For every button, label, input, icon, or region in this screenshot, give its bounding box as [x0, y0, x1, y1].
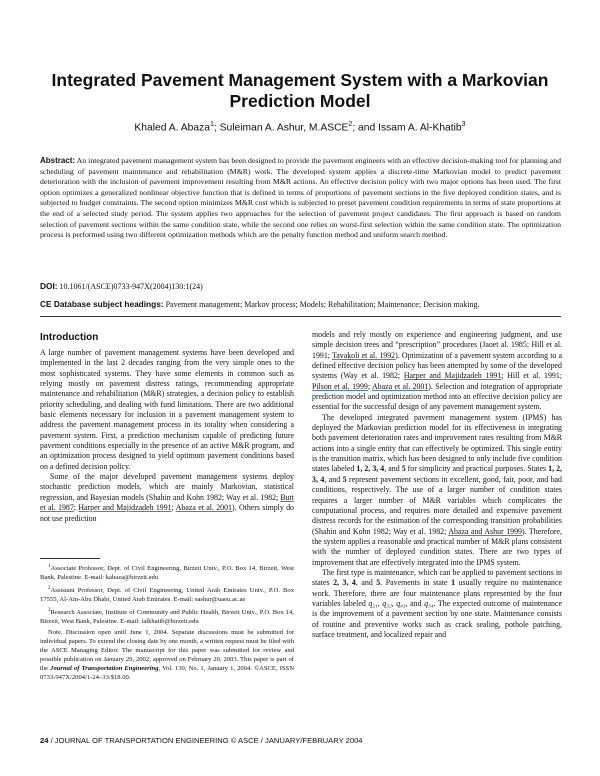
text-run: ; Hill et al. 1991;	[501, 371, 562, 381]
footnote	[40, 585, 294, 605]
text-run: represent pavement sections in excellent, good, fair, poor, and bad conditions, respectively. The use of a larger number of condition states requires a larger number of M&R variables which complicates the computational process, and requires more detailed and expensive pavement distress records for the estimation of the corresponding transition probabilities (Shahin and Kohn 1982; Way et al. 1982;	[312, 474, 562, 536]
citation-link[interactable]: Pilson et al. 1999	[312, 381, 368, 391]
doi-label: DOI:	[40, 281, 58, 291]
doi-value[interactable]: 10.1061/(ASCE)0733-947X(2004)130:1(24)	[59, 282, 203, 291]
text-run: ;	[73, 503, 79, 513]
paper-title: Integrated Pavement Management System with a Markovian Prediction Model	[51, 70, 549, 111]
text-run: Some of the major developed pavement management systems deploy stochastic prediction models, which are mainly Markovian, statistical regression, and Bayesian models (Shahin and Kohn 1982; Way et al. 1982;	[40, 472, 294, 502]
body-paragraph-2	[312, 413, 562, 568]
journal-footer: / JOURNAL OF TRANSPORTATION ENGINEERING © ASCE / JANUARY/FEBRUARY 2004	[48, 736, 363, 745]
header-divider	[40, 316, 561, 317]
state-labels: 1	[451, 578, 456, 588]
author-separator: ; and	[352, 122, 379, 134]
text-run: The first type is maintenance, which can be applied to pavement sections in states	[312, 567, 562, 588]
doi-line	[40, 281, 561, 292]
footnote-text: Research Associate, Institute of Community and Public Health, Birzeit Univ., P.O. Box 14, Birzeit, West Bank, Palestine. E-mail: ialkhatib@birzeit.edu	[40, 609, 294, 626]
abstract-text: An integrated pavement management system has been designed to provide the pavement engineers with an effective decision-making tool for planning and scheduling of pavement maintenance and rehabilitation (M&R) work. The developed system applies a discrete-time Markovian model to predict pavement deterioration with the inclusion of pavement improvement resulting from M&R actions. An effective decision policy with two major options has been used. The first option optimizes a generalized nonlinear objective function that is defined in terms of proportions of pavement sections in the five deployed condition states, and is subjected to budget constraints. The second option minimizes M&R cost which is subjected to preset pavement condition requirements in terms of state proportions at the end of a selected study period. The system applies two approaches for the selection of pavement project candidates. The first approach is based on random selection of pavement sections within the same condition state, while the second one relies on worst-first selection within the same condition state. The optimization process is performed using two different optimization methods which are the penalty function method and uniform search method.	[40, 156, 561, 240]
text-run: ;	[171, 503, 176, 513]
intro-paragraph-2	[40, 472, 294, 524]
citation-link[interactable]: Tavakoli et al. 1992	[332, 350, 396, 360]
text-run: , and	[355, 578, 377, 588]
variable-list: q₅₄	[424, 598, 434, 608]
footnote-text: Associate Professor, Dept. of Civil Engineering, Birzeit Univ., P.O. Box 14, Birzeit, West Bank, Palestine. E-mail: kabaza@birzeit.edu	[40, 565, 294, 582]
state-labels: 5	[376, 578, 381, 588]
footnote-mark: 3	[48, 608, 51, 613]
citation-link[interactable]: Harper and Majidzadeh 1991	[78, 503, 172, 513]
author-mark: 1	[210, 121, 214, 128]
state-labels: 1, 2, 3, 4	[356, 464, 385, 474]
text-run: ). Optimization of a pavement system according to a defined effective decision policy has been attempted by some of the developed systems (Way et al. 1982;	[312, 350, 563, 381]
publication-note	[40, 629, 294, 682]
subject-headings-label: CE Database subject headings:	[40, 299, 164, 309]
text-run: , and	[384, 464, 402, 474]
author-mark: 3	[461, 121, 466, 128]
subject-headings	[40, 299, 561, 310]
abstract	[40, 156, 561, 241]
text-run: ;	[367, 381, 372, 391]
state-labels: 1, 2, 3, 4	[312, 464, 563, 484]
subject-headings-value: Pavement management; Markov process; Models; Rehabilitation; Maintenance; Decision making.	[165, 300, 480, 309]
intro-paragraph-1: A large number of pavement management systems have been developed and implemented in the last 2 decades ranging from the very simple ones to the most sophisticated systems. They have some elements in common such as relying mostly on pavement distress ratings, recommending appropriate maintenance and rehabilitation (M&R) strategies, a decision policy to establish priority scheduling, and dealing with fund limitations. There are two additional basic elements necessary for inclusion in a pavement management system to address the pavement management process in its totality when considering a pavement system. First, a prediction mechanism capable of predicting future pavement conditions especially in the presence of an active M&R program, and an optimization process designed to yield optimum pavement conditions based on a defined decision policy.	[40, 348, 294, 471]
footnote-mark: 2	[48, 586, 51, 591]
footnotes	[40, 563, 294, 684]
body-paragraph-1	[312, 330, 562, 413]
author-mark: 2	[348, 121, 353, 128]
text-run: , and	[405, 598, 425, 608]
journal-name: Journal of Transportation Engineering	[50, 664, 159, 672]
text-run: ). Selection and integration of appropriate prediction model and optimization method into an effective decision policy are essential for the successful design of any pavement management system.	[312, 381, 563, 412]
state-labels: 5	[342, 474, 347, 484]
text-run: ). Others simply do not use prediction	[40, 503, 295, 523]
text-run: for simplicity and practical purposes. States	[405, 464, 549, 474]
author-name: Issam A. Al-Khatib	[378, 122, 462, 134]
text-run: . Pavements in state	[380, 578, 452, 588]
text-run: The developed integrated pavement management system (IPMS) has deployed the Markovian prediction model for its effectiveness in integrating both pavement deterioration rates and improvement rates resulting from M&R actions into a single entity that can effectively be optimized. This single entity is the transition matrix, which has been designed to only include five condition states labeled	[312, 412, 562, 474]
right-column	[312, 330, 562, 640]
text-run: Note. Discussion open until June 1, 2004. Separate discussions must be submitted for individual papers. To extend the closing date by one month, a written request must be filed with the ASCE Managing Editor. The manuscript for this paper was submitted for review and possible publication on January 29, 2002; approved on February 20, 2003. This paper is part of the	[40, 629, 294, 672]
text-run: usually require no maintenance work. Therefore, there are four maintenance plans represented by the four variables labeled	[312, 578, 562, 608]
footnote-mark: 1	[48, 564, 51, 569]
footnote	[40, 607, 294, 627]
page-number: 24	[40, 736, 49, 745]
text-run: , and	[324, 474, 343, 484]
text-run: ). Therefore, the system applies a reasonable and practical number of M&R plans consistent with the number of deployed condition states. There are two types of improvement that are effectively integrated into the IPMS system.	[312, 526, 562, 567]
footnote-divider	[40, 558, 100, 559]
body-paragraph-3	[312, 568, 562, 640]
page-footer	[40, 736, 561, 746]
citation-link[interactable]: Abaza and Ashur 1999	[448, 526, 522, 536]
abstract-label: Abstract:	[40, 156, 76, 165]
author-line	[30, 118, 570, 135]
author-name: Khaled A. Abaza	[134, 122, 210, 134]
citation-link[interactable]: Abaza et al. 2001	[175, 503, 233, 513]
variable-list: q₂₁, q₃₂, q₄₃	[368, 598, 406, 608]
text-run: models and rely mostly on experience and engineering judgment, and use simple decision trees and “prescription” procedures (Jaoet al. 1985; Hill et al. 1991;	[312, 330, 562, 360]
text-run: , Vol. 130, No. 1, January 1, 2004. ©ASCE, ISSN 0733-947X/2004/1-24–33/$18.00.	[40, 664, 294, 681]
footnote-text: Assistant Professor, Dept. of Civil Engineering, United Arab Emirates Univ., P.O. Box 17555, Al-Ain-Abu Dhabi, United Arab Emirates. E-mail: sashur@uaeu.ac.ae	[40, 587, 294, 604]
section-heading: Introduction	[40, 332, 99, 343]
text-run: . The expected outcome of maintenance is the improvement of a pavement section by one state. Maintenance consists of routine and preventive works such as crack sealing, pothole patching, surface treatment, and localized repair and	[312, 598, 562, 639]
author-name: Suleiman A. Ashur, M.ASCE	[219, 122, 349, 134]
left-column	[40, 331, 294, 524]
state-labels: 2, 3, 4	[333, 578, 356, 588]
citation-link[interactable]: Harper and Majidzadeh 1991	[403, 371, 502, 381]
footnote	[40, 563, 294, 583]
citation-link[interactable]: Butt et al. 1987	[40, 492, 294, 513]
author-separator: ;	[213, 122, 220, 134]
citation-link[interactable]: Abaza et al. 2001	[371, 381, 429, 391]
state-labels: 5	[401, 464, 406, 474]
